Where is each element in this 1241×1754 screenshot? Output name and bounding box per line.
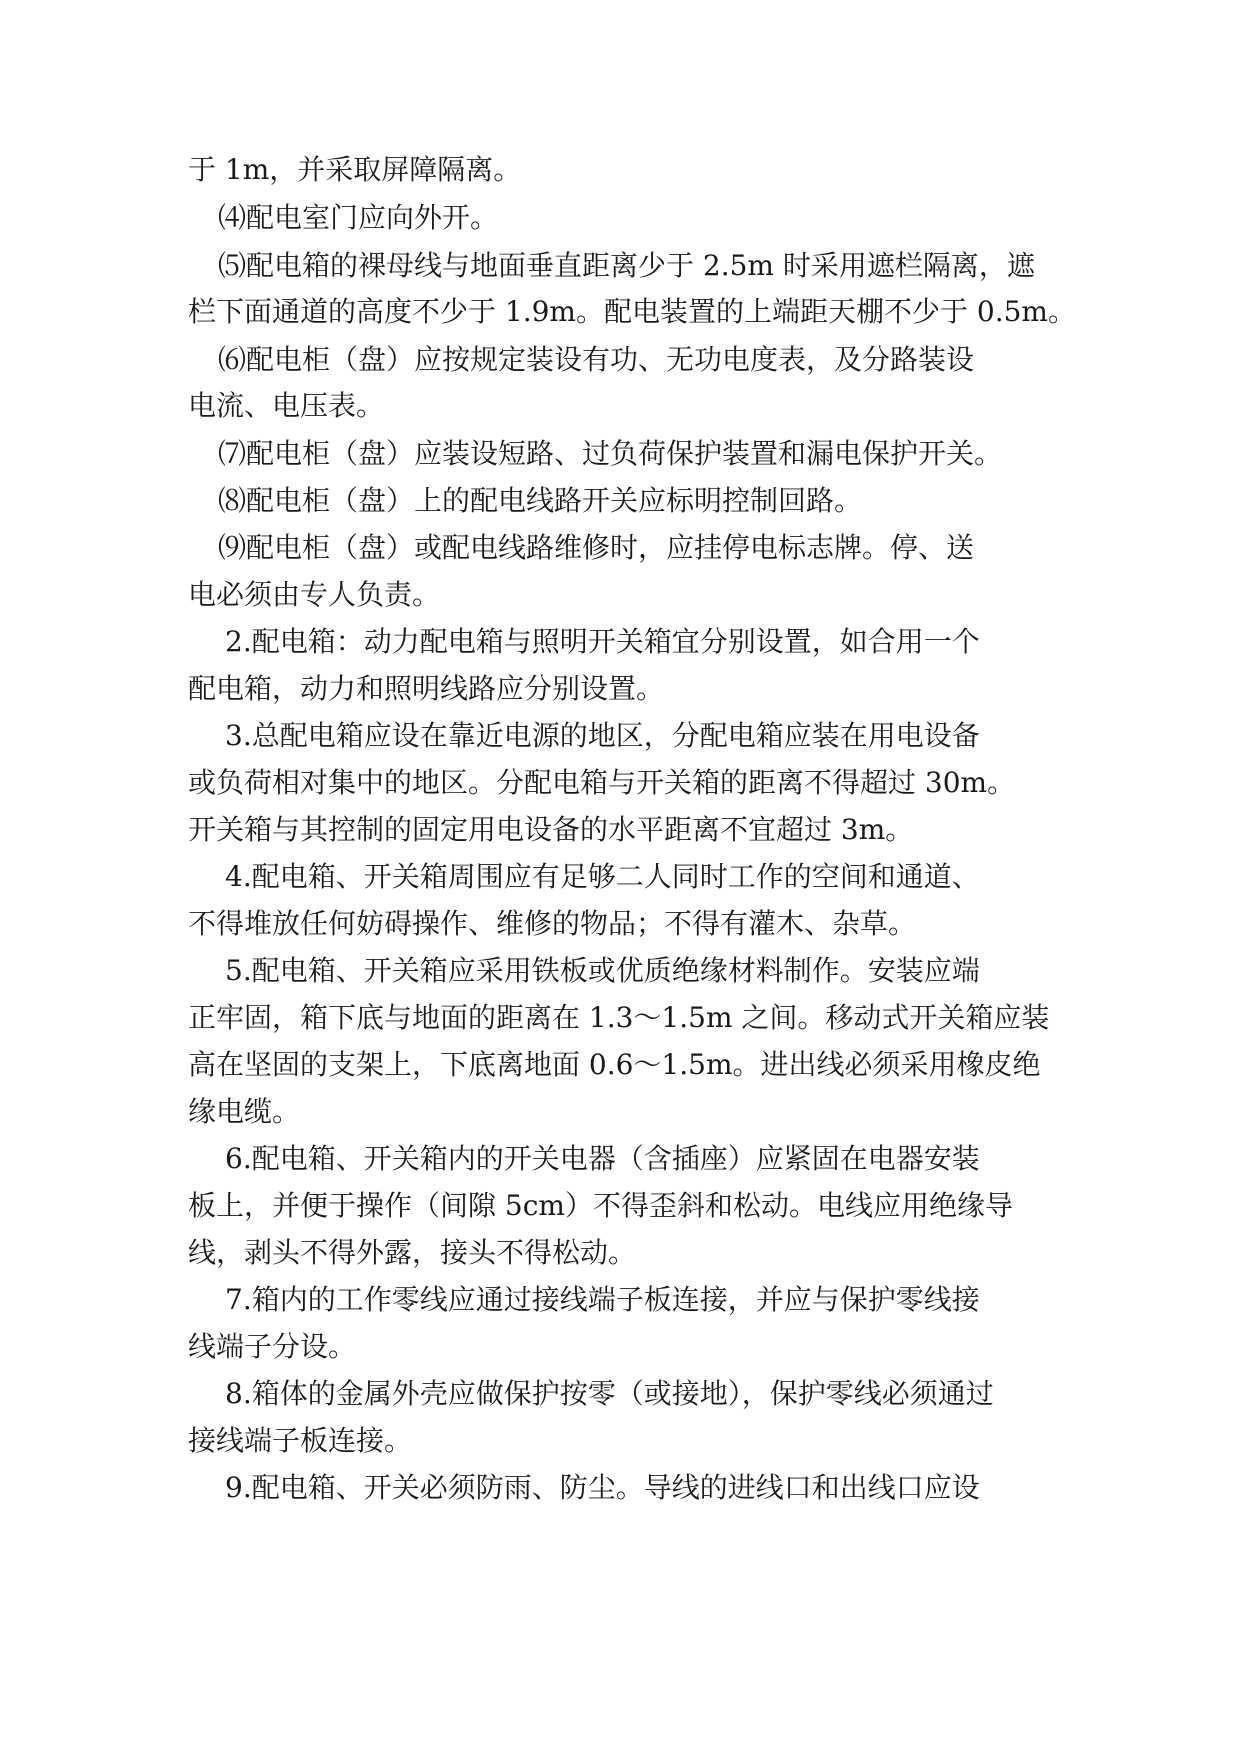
text-line: 配电箱，动力和照明线路应分别设置。 bbox=[188, 672, 665, 705]
text-line: 电流、电压表。 bbox=[188, 389, 385, 422]
text-line: 栏下面通道的高度不少于 1.9m。配电装置的上端距天棚不少于 0.5m。 bbox=[188, 295, 1076, 328]
text-line: 开关箱与其控制的固定用电设备的水平距离不宜超过 3m。 bbox=[188, 813, 914, 846]
text-line: ⑷配电室门应向外开。 bbox=[218, 201, 499, 234]
text-line: 5.配电箱、开关箱应采用铁板或优质绝缘材料制作。安装应端 bbox=[225, 954, 980, 987]
text-line: ⑺配电柜（盘）应装设短路、过负荷保护装置和漏电保护开关。 bbox=[218, 437, 1003, 470]
text-line: 正牢固，箱下底与地面的距离在 1.3～1.5m 之间。移动式开关箱应装 bbox=[188, 1001, 1050, 1034]
text-line: 7.箱内的工作零线应通过接线端子板连接，并应与保护零线接 bbox=[225, 1283, 980, 1316]
text-line: ⑻配电柜（盘）上的配电线路开关应标明控制回路。 bbox=[218, 484, 863, 517]
text-line: 或负荷相对集中的地区。分配电箱与开关箱的距离不得超过 30m。 bbox=[188, 766, 1016, 799]
text-line: 板上，并便于操作（间隙 5cm）不得歪斜和松动。电线应用绝缘导 bbox=[188, 1189, 1013, 1222]
text-line: 不得堆放任何妨碍操作、维修的物品；不得有灌木、杂草。 bbox=[188, 907, 917, 940]
text-line: 电必须由专人负责。 bbox=[188, 578, 441, 611]
text-line: 于 1m，并采取屏障隔离。 bbox=[188, 153, 522, 186]
text-line: 缘电缆。 bbox=[188, 1095, 301, 1128]
text-line: ⑹配电柜（盘）应按规定装设有功、无功电度表，及分路装设 bbox=[218, 343, 975, 376]
text-line: ⑼配电柜（盘）或配电线路维修时，应挂停电标志牌。停、送 bbox=[218, 531, 975, 564]
text-line: 9.配电箱、开关必须防雨、防尘。导线的进线口和出线口应设 bbox=[225, 1471, 980, 1504]
text-line: 接线端子板连接。 bbox=[188, 1424, 413, 1457]
text-line: 2.配电箱：动力配电箱与照明开关箱宜分别设置，如合用一个 bbox=[225, 625, 980, 658]
text-line: 线，剥头不得外露，接头不得松动。 bbox=[188, 1236, 637, 1269]
text-line: ⑸配电箱的裸母线与地面垂直距离少于 2.5m 时采用遮栏隔离，遮 bbox=[218, 249, 1035, 282]
text-line: 8.箱体的金属外壳应做保护按零（或接地），保护零线必须通过 bbox=[225, 1377, 994, 1410]
text-line: 线端子分设。 bbox=[188, 1330, 357, 1363]
text-line: 6.配电箱、开关箱内的开关电器（含插座）应紧固在电器安装 bbox=[225, 1142, 980, 1175]
text-line: 4.配电箱、开关箱周围应有足够二人同时工作的空间和通道、 bbox=[225, 860, 980, 893]
text-line: 高在坚固的支架上，下底离地面 0.6～1.5m。进出线必须采用橡皮绝 bbox=[188, 1048, 1041, 1081]
text-line: 3.总配电箱应设在靠近电源的地区，分配电箱应装在用电设备 bbox=[225, 719, 980, 752]
